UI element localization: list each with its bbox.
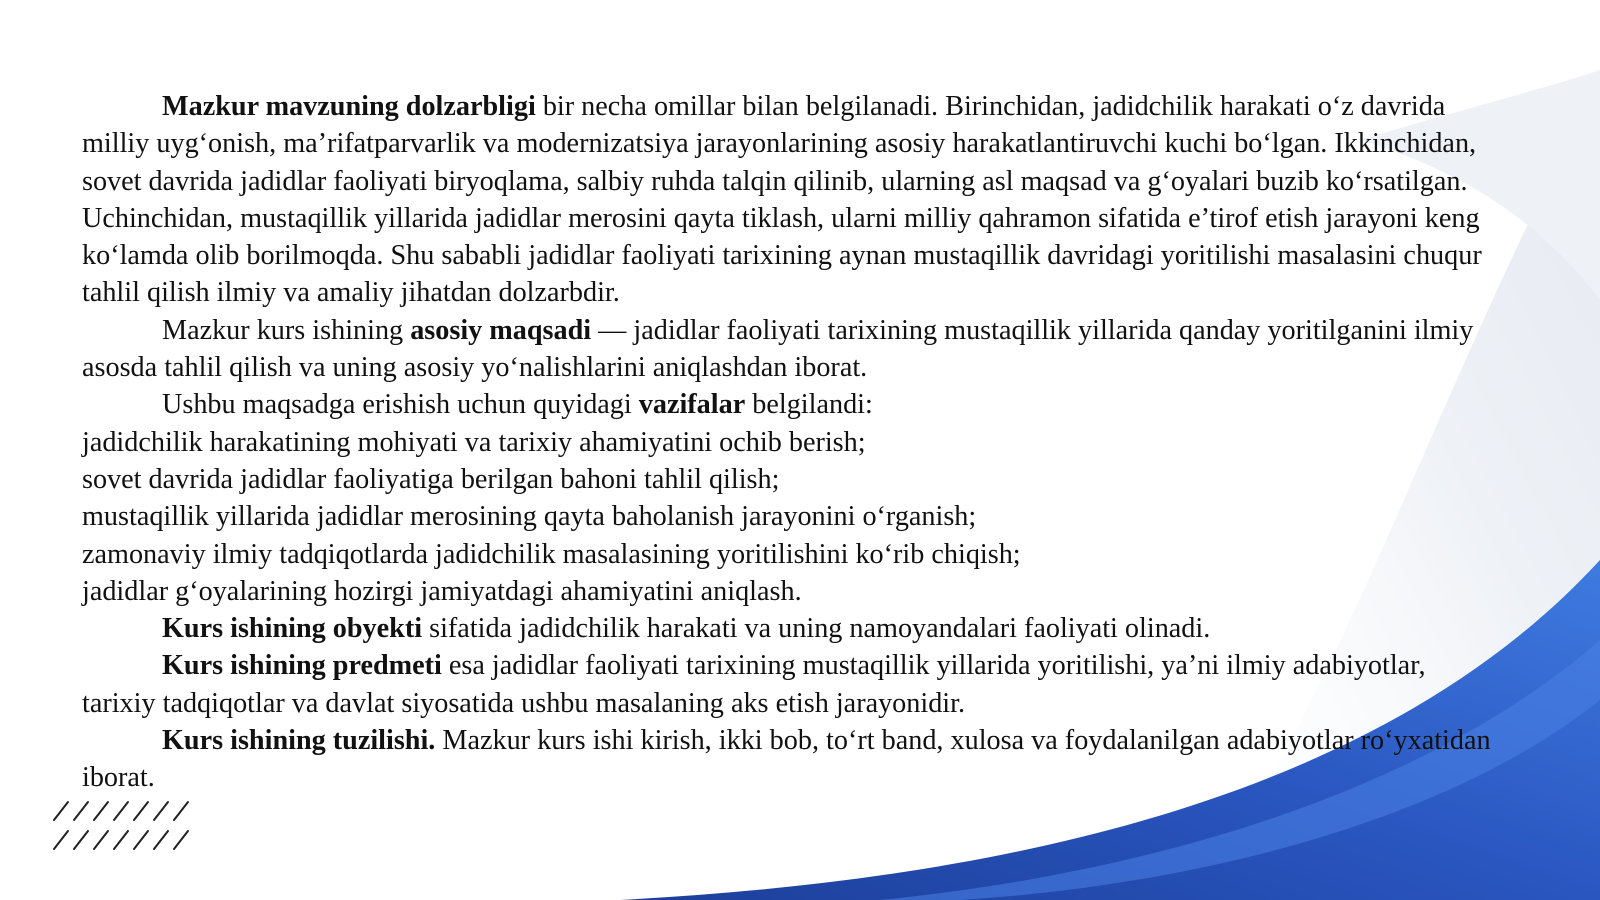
subject-heading: Kurs ishining predmeti [162, 650, 442, 682]
goal-paragraph [82, 312, 1502, 387]
task-item: zamonaviy ilmiy tadqiqotlarda jadidchilik masalasining yoritilishini ko‘rib chiqish; [82, 538, 1021, 570]
goal-text-before: Mazkur kurs ishining [162, 314, 411, 346]
structure-paragraph [82, 722, 1502, 797]
subject-text: esa jadidlar faoliyati tarixining mustaqillik yillarida yoritilishi, ya’ni ilmiy adabiyotlar, tarixiy tadqiqotlar va davlat siyosatida ushbu masalaning aks etish jarayonidir. [82, 650, 1426, 719]
tasks-intro-after: belgilandi: [745, 389, 873, 421]
object-paragraph [82, 610, 1502, 647]
diagonal-hatch-icon [52, 829, 202, 851]
object-heading: Kurs ishining obyekti [162, 613, 423, 645]
diagonal-hatch-icon [52, 800, 202, 822]
goal-text-after: — jadidlar faoliyati tarixining mustaqillik yillarida qanday yoritilganini ilmiy asosda tahlil qilish va uning asosiy yo‘nalishlarini aniqlashdan iborat. [82, 314, 1474, 384]
task-item: jadidchilik harakatining mohiyati va tarixiy ahamiyatini ochib berish; [82, 426, 866, 458]
task-item: jadidlar g‘oyalarining hozirgi jamiyatdagi ahamiyatini aniqlash. [82, 575, 802, 607]
task-item: sovet davrida jadidlar faoliyatiga berilgan bahoni tahlil qilish; [82, 463, 780, 495]
slide-text-body [82, 88, 1502, 797]
goal-heading: asosiy maqsadi [410, 314, 592, 346]
structure-heading: Kurs ishining tuzilishi. [162, 725, 436, 757]
tasks-intro-before: Ushbu maqsadga erishish uchun quyidagi [162, 389, 639, 421]
subject-paragraph [82, 647, 1502, 722]
tasks-intro-paragraph [82, 386, 1502, 423]
relevance-paragraph [82, 88, 1502, 312]
task-item: mustaqillik yillarida jadidlar merosining qayta baholanish jarayonini o‘rganish; [82, 501, 977, 533]
relevance-text: bir necha omillar bilan belgilanadi. Birinchidan, jadidchilik harakati o‘z davrida milliy uyg‘onish, ma’rifatparvarlik va modernizatsiya jarayonlarining asosiy harakatlantiruvchi kuchi bo‘lgan. Ikkinchidan, sovet davrida jadidlar faoliyati biryoqlama, salbiy ruhda talqin qilinib, ularning asl maqsad va g‘oyalari buzib ko‘rsatilgan. Uchinchidan, mustaqillik yillarida jadidlar merosini qayta tiklash, ularni milliy qahramon sifatida e’tirof etish jarayoni keng ko‘lamda olib borilmoqda. Shu sababli jadidlar faoliyati tarixining aynan mustaqillik davridagi yoritilishi masalasini chuqur tahlil qilish ilmiy va amaliy jihatdan dolzarbdir. [82, 91, 1482, 309]
structure-text: Mazkur kurs ishi kirish, ikki bob, to‘rt band, xulosa va foydalanilgan adabiyotlar ro‘yxatidan iborat. [82, 725, 1491, 794]
tasks-heading: vazifalar [638, 389, 746, 421]
object-text: sifatida jadidchilik harakati va uning namoyandalari faoliyati olinadi. [422, 613, 1211, 645]
relevance-heading: Mazkur mavzuning dolzarbligi [162, 91, 536, 122]
